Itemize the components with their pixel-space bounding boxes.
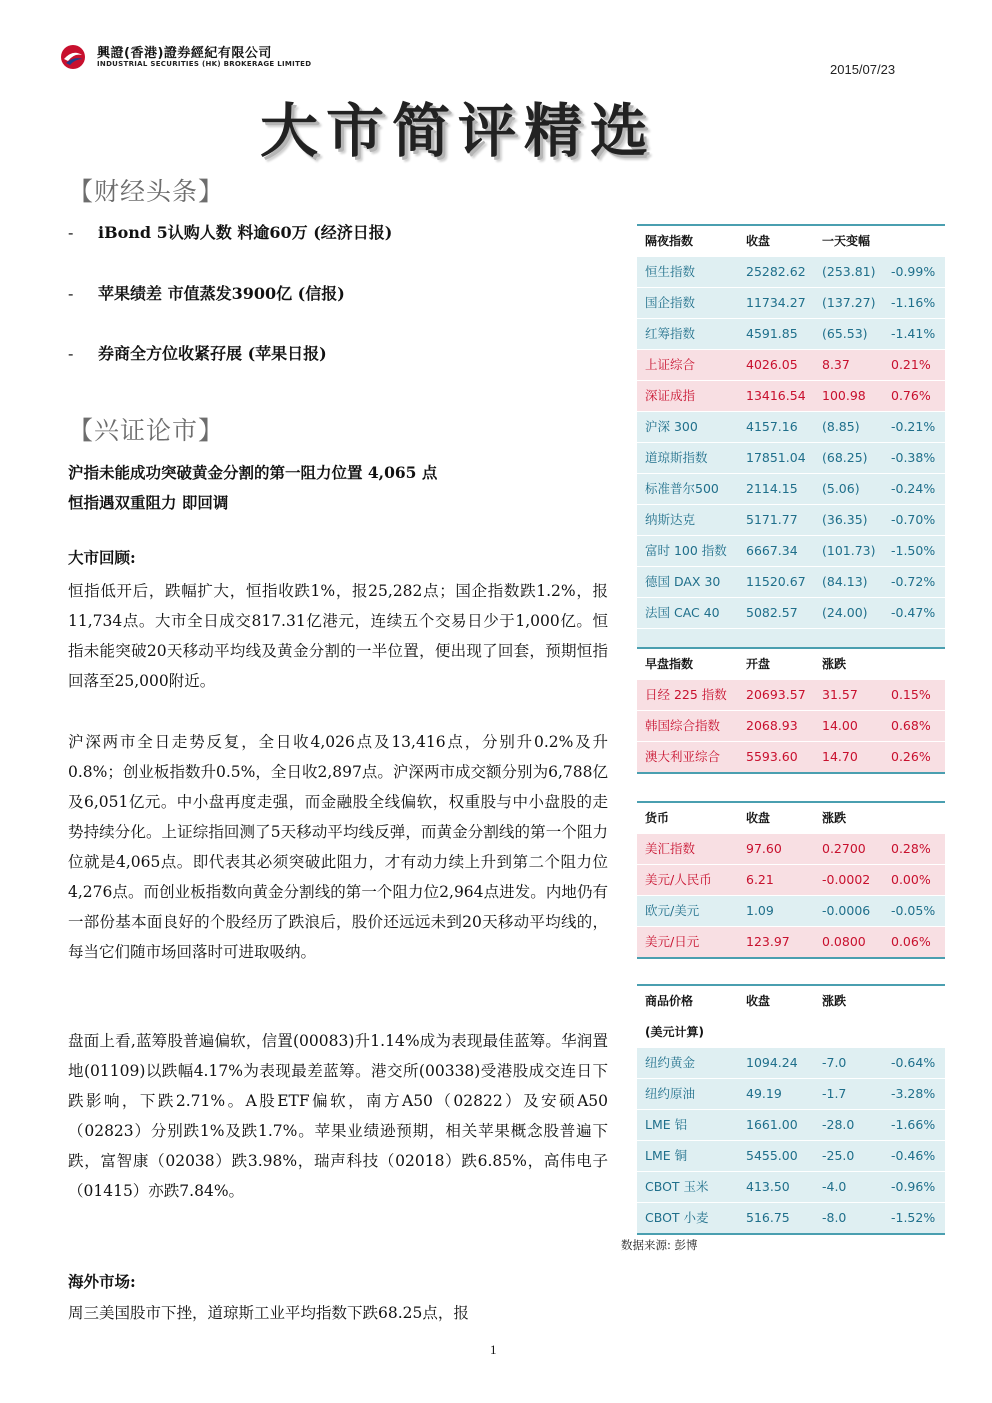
change-percent: 0.68%: [891, 718, 931, 733]
change-percent: -0.05%: [891, 903, 936, 918]
change-percent: 0.28%: [891, 841, 931, 856]
report-date: 2015/07/23: [830, 62, 896, 77]
company-name-cn: 興證(香港)證券經紀有限公司: [97, 46, 272, 61]
change-value: 31.57: [822, 687, 858, 702]
market-review-paragraph: 恒指低开后，跌幅扩大，恒指收跌1%，报25,282点；国企指数跌1.2%，报11,734点。大市全日成交817.31亿港元，连续五个交易日少于1,000亿。恒指未能突破20天移动平均线及黄金分割的一半位置，便出现了回套，预期恒指回落至25,000附近。: [68, 582, 608, 690]
instrument-name: 红筹指数: [645, 326, 696, 341]
change-percent: -1.16%: [891, 295, 936, 310]
instrument-name: 道琼斯指数: [645, 450, 708, 465]
page-number: 1: [490, 1342, 497, 1357]
change-value: (101.73): [822, 543, 876, 558]
instrument-name: CBOT 小麦: [645, 1210, 709, 1225]
instrument-name: 纽约原油: [645, 1086, 696, 1101]
change-value: 0.2700: [822, 841, 866, 856]
instrument-name: 澳大利亚综合: [645, 749, 721, 764]
commentary-section-title: 【兴证论市】: [68, 416, 225, 445]
headline-text: 苹果绩差 市值蒸发3900亿 (信报): [98, 284, 345, 303]
close-value: 2114.15: [746, 481, 798, 496]
change-value: (253.81): [822, 264, 876, 279]
close-value: 20693.57: [746, 687, 806, 702]
column-header: 收盘: [746, 811, 771, 825]
table-header-row: [637, 984, 945, 1017]
change-value: -4.0: [822, 1179, 847, 1194]
instrument-name: 纳斯达克: [645, 512, 696, 527]
table-row: [637, 350, 945, 381]
table-subheader-row: [637, 1017, 945, 1048]
close-value: 25282.62: [746, 264, 806, 279]
close-value: 1.09: [746, 903, 774, 918]
change-value: 100.98: [822, 388, 866, 403]
table-row: [637, 1048, 945, 1079]
change-percent: -0.24%: [891, 481, 936, 496]
commentary-subhead: 沪指未能成功突破黄金分割的第一阻力位置 4,065 点: [68, 463, 438, 482]
close-value: 5171.77: [746, 512, 798, 527]
change-percent: 0.00%: [891, 872, 931, 887]
table-row: [637, 412, 945, 443]
change-percent: 0.26%: [891, 749, 931, 764]
column-header: [883, 803, 945, 833]
column-header: 商品价格: [645, 994, 694, 1008]
company-name-en: INDUSTRIAL SECURITIES (HK) BROKERAGE LIMITED: [97, 60, 312, 68]
close-value: 11734.27: [746, 295, 806, 310]
close-value: 516.75: [746, 1210, 790, 1225]
close-value: 4026.05: [746, 357, 798, 372]
column-header: 涨跌: [822, 994, 847, 1008]
change-value: (137.27): [822, 295, 876, 310]
instrument-name: 法国 CAC 40: [645, 605, 720, 620]
bullet-dash: -: [68, 284, 74, 303]
instrument-name: 美汇指数: [645, 841, 696, 856]
table-row: [637, 443, 945, 474]
table-row: [637, 474, 945, 505]
company-logo-icon: [60, 44, 86, 70]
close-value: 2068.93: [746, 718, 798, 733]
change-value: -8.0: [822, 1210, 847, 1225]
instrument-name: 富时 100 指数: [645, 543, 727, 558]
change-value: 14.70: [822, 749, 858, 764]
table-row: [637, 711, 945, 742]
change-percent: 0.21%: [891, 357, 931, 372]
close-value: 5082.57: [746, 605, 798, 620]
change-percent: 0.06%: [891, 934, 931, 949]
instrument-name: 标准普尔500: [645, 481, 719, 496]
instrument-name: CBOT 玉米: [645, 1179, 709, 1194]
table-row: [637, 536, 945, 567]
change-percent: 0.15%: [891, 687, 931, 702]
instrument-name: LME 铝: [645, 1117, 688, 1132]
change-percent: -0.70%: [891, 512, 936, 527]
currency-table: [637, 801, 945, 959]
instrument-name: 美元/日元: [645, 934, 700, 949]
instrument-name: 纽约黄金: [645, 1055, 696, 1070]
close-value: 97.60: [746, 841, 782, 856]
table-header-row: [637, 224, 945, 257]
change-value: (24.00): [822, 605, 868, 620]
change-percent: -1.50%: [891, 543, 936, 558]
column-header: 涨跌: [822, 657, 847, 671]
table-row: [637, 680, 945, 711]
instrument-name: 韩国综合指数: [645, 718, 721, 733]
change-percent: -0.99%: [891, 264, 936, 279]
table-row: [637, 927, 945, 959]
close-value: 413.50: [746, 1179, 790, 1194]
headline-item: [68, 220, 392, 243]
headline-item: [68, 281, 345, 304]
column-header: 一天变幅: [822, 234, 871, 248]
change-percent: -0.21%: [891, 419, 936, 434]
close-value: 6.21: [746, 872, 774, 887]
instrument-name: 国企指数: [645, 295, 696, 310]
overseas-paragraph: 周三美国股市下挫，道琼斯工业平均指数下跌68.25点，报: [68, 1304, 469, 1322]
close-value: 49.19: [746, 1086, 782, 1101]
change-value: (84.13): [822, 574, 868, 589]
column-header: 开盘: [746, 657, 771, 671]
instrument-name: 美元/人民币: [645, 872, 712, 887]
change-value: (5.06): [822, 481, 860, 496]
table-row: [637, 834, 945, 865]
change-value: -25.0: [822, 1148, 855, 1163]
change-value: -7.0: [822, 1055, 847, 1070]
change-value: (36.35): [822, 512, 868, 527]
change-value: (65.53): [822, 326, 868, 341]
unit-note: (美元计算): [645, 1025, 704, 1039]
instrument-name: 上证综合: [645, 357, 696, 372]
china-market-paragraph: 沪深两市全日走势反复，全日收4,026点及13,416点，分别升0.2%及升0.8%；创业板指数升0.5%，全日收2,897点。沪深两市成交额分别为6,788亿及6,051亿元。中小盘再度走强，而金融股全线偏软，权重股与中小盘股的走势持续分化。上证综指回测了5天移动平均线反弹，而黄金分割线的第一个阻力位就是4,065点。即代表其必须突破此阻力，才有动力续上升到第二个阻力位4,276点。而创业板指数向黄金分割线的第一个阻力位2,964点进发。内地仍有一部份基本面良好的个股经历了跌浪后，股价还远远未到20天移动平均线的，每当它们随市场回落时可进取吸纳。: [68, 733, 608, 961]
change-percent: -0.96%: [891, 1179, 936, 1194]
overseas-label: 海外市场:: [68, 1272, 136, 1291]
column-header: 收盘: [746, 994, 771, 1008]
table-row: [637, 896, 945, 927]
column-header: 涨跌: [822, 811, 847, 825]
column-header: 货币: [645, 811, 670, 825]
change-percent: -0.46%: [891, 1148, 936, 1163]
instrument-name: 日经 225 指数: [645, 687, 727, 702]
headline-text: 券商全方位收紧孖展 (苹果日报): [98, 344, 327, 363]
column-header: 早盘指数: [645, 657, 694, 671]
change-percent: 0.76%: [891, 388, 931, 403]
table-row: [637, 381, 945, 412]
close-value: 1094.24: [746, 1055, 798, 1070]
data-source-note: 数据来源: 彭博: [621, 1238, 698, 1252]
close-value: 4591.85: [746, 326, 798, 341]
table-row: [637, 567, 945, 598]
instrument-name: 深证成指: [645, 388, 696, 403]
table-row: [637, 1203, 945, 1235]
change-value: 8.37: [822, 357, 850, 372]
commentary-subhead: 恒指遇双重阻力 即回调: [68, 493, 229, 512]
table-row: [637, 257, 945, 288]
table-row: [637, 598, 945, 629]
instrument-name: 沪深 300: [645, 419, 698, 434]
change-percent: -1.66%: [891, 1117, 936, 1132]
column-header: 收盘: [746, 234, 771, 248]
table-row: [637, 1110, 945, 1141]
table-row: [637, 865, 945, 896]
page-title: 大市简评精选: [260, 97, 657, 165]
close-value: 123.97: [746, 934, 790, 949]
instrument-name: LME 铜: [645, 1148, 688, 1163]
close-value: 5593.60: [746, 749, 798, 764]
change-value: 14.00: [822, 718, 858, 733]
column-header: [883, 986, 945, 1016]
change-percent: -1.41%: [891, 326, 936, 341]
blue-chip-paragraph: 盘面上看,蓝筹股普遍偏软，信置(00083)升1.14%成为表现最佳蓝筹。华润置地(01109)以跌幅4.17%为表现最差蓝筹。港交所(00338)受港股成交连日下跌影响，下跌2.71%。A股ETF偏软，南方A50（02822）及安硕A50（02823）分别跌1%及跌1.7%。苹果业绩逊预期，相关苹果概念股普遍下跌，富智康（02038）跌3.98%，瑞声科技（02018）跌6.85%，高伟电子（01415）亦跌7.84%。: [68, 1032, 608, 1200]
close-value: 6667.34: [746, 543, 798, 558]
table-row: [637, 1079, 945, 1110]
table-row: [637, 319, 945, 350]
morning-indices-table: [637, 647, 945, 774]
review-label: 大市回顾:: [68, 548, 136, 567]
close-value: 4157.16: [746, 419, 798, 434]
headline-item: [68, 341, 327, 364]
table-row: [637, 742, 945, 774]
table-row: [637, 1141, 945, 1172]
change-value: -0.0006: [822, 903, 871, 918]
change-value: (8.85): [822, 419, 860, 434]
table-header-row: [637, 801, 945, 834]
change-value: -1.7: [822, 1086, 847, 1101]
table-row: [637, 288, 945, 319]
close-value: 17851.04: [746, 450, 806, 465]
change-percent: -0.64%: [891, 1055, 936, 1070]
close-value: 5455.00: [746, 1148, 798, 1163]
column-header: 隔夜指数: [645, 234, 694, 248]
headline-text: iBond 5认购人数 料逾60万 (经济日报): [98, 223, 393, 242]
change-percent: -3.28%: [891, 1086, 936, 1101]
table-row: [637, 1172, 945, 1203]
change-percent: -0.38%: [891, 450, 936, 465]
change-percent: -1.52%: [891, 1210, 936, 1225]
change-percent: -0.72%: [891, 574, 936, 589]
instrument-name: 恒生指数: [645, 264, 696, 279]
column-header: [883, 226, 945, 256]
bullet-dash: -: [68, 344, 74, 363]
overnight-indices-table: [637, 224, 945, 661]
change-value: 0.0800: [822, 934, 866, 949]
table-row: [637, 505, 945, 536]
change-value: -0.0002: [822, 872, 871, 887]
instrument-name: 欧元/美元: [645, 903, 700, 918]
close-value: 1661.00: [746, 1117, 798, 1132]
commodity-table: [637, 984, 945, 1235]
table-header-row: [637, 647, 945, 680]
change-percent: -0.47%: [891, 605, 936, 620]
close-value: 11520.67: [746, 574, 806, 589]
headlines-section-title: 【财经头条】: [68, 177, 225, 206]
change-value: -28.0: [822, 1117, 855, 1132]
bullet-dash: -: [68, 223, 74, 242]
change-value: (68.25): [822, 450, 868, 465]
column-header: [883, 649, 945, 679]
close-value: 13416.54: [746, 388, 806, 403]
instrument-name: 德国 DAX 30: [645, 574, 721, 589]
